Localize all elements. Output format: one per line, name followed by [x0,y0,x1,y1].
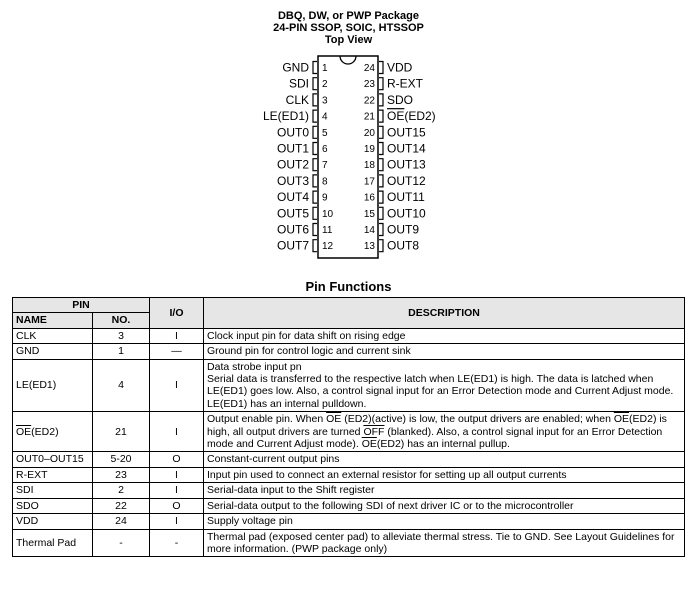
table-row [13,412,685,452]
pin-description-cell [204,514,685,529]
pin-label: OUT3 [276,173,309,188]
pin-number: 24 [363,63,375,74]
pin-number-cell: 1 [93,344,150,359]
pin-number: 17 [363,176,375,188]
pin-lead [379,62,383,74]
header-name: NAME [13,313,93,328]
pin-name-cell: SDO [13,498,93,513]
pin-right-22 [364,93,413,107]
pin-number-cell: 2 [93,483,150,498]
table-row [13,328,685,343]
pin-number: 14 [363,225,375,236]
table-row [13,529,685,557]
pin-lead [313,94,317,106]
pin-lead [313,126,317,138]
pin-right-17 [364,174,426,188]
pin-number: 20 [363,127,375,139]
description-line: Data strobe input pn [207,360,302,373]
pin-lead [313,191,317,203]
pin-name-cell: VDD [13,514,93,529]
pin-right-15 [364,206,426,220]
pin-description-cell [204,483,685,498]
pin-number-cell: 5-20 [93,452,150,467]
pin-label: OUT8 [387,238,420,253]
pin-label: OUT14 [387,141,426,156]
pin-functions-title: Pin Functions [305,279,392,294]
pinout-diagram [0,0,697,270]
package-title-line-1: DBQ, DW, or PWP Package [277,10,419,22]
pin-right-21 [364,109,436,123]
pin-right-19 [364,142,426,156]
pin-number: 4 [322,111,328,123]
pin-name-cell: R-EXT [13,467,93,482]
pin-description-cell [204,328,685,343]
description-line: Supply voltage pin [207,515,293,528]
pin-io-cell: I [150,328,204,343]
pin-name-cell: Thermal Pad [13,529,93,557]
pin-label: OUT10 [387,206,426,221]
pin-right-20 [364,125,426,139]
pin-number: 22 [363,95,375,107]
pin-description-cell [204,452,685,467]
pin-io-cell: I [150,483,204,498]
description-line: Serial-data output to the following SDI of next driver IC or to the microcontroller [207,499,574,512]
pin-number: 1 [322,63,328,74]
pin-lead [379,110,383,122]
pin-left-12 [277,239,334,253]
pin-right-16 [364,190,425,204]
pin-lead [379,207,383,219]
pin-lead [379,175,383,187]
table-row [13,514,685,529]
pin-label: OUT9 [387,222,420,237]
pin-number-cell: 24 [93,514,150,529]
table-row [13,498,685,513]
pin-left-3 [286,93,328,107]
pin-label: OUT2 [276,157,309,172]
header-description: DESCRIPTION [204,298,685,329]
pin-left-2 [289,77,328,91]
header-pin: PIN [13,298,150,313]
pin-description-cell [204,412,685,452]
pin-left-11 [277,223,333,237]
pin-lead [379,94,383,106]
pin-number: 13 [363,241,375,253]
pin-lead [379,143,383,155]
pin-number-cell: 23 [93,467,150,482]
pin-description-cell [204,344,685,359]
table-row [13,359,685,412]
pin-description-cell [204,529,685,557]
pin-label: VDD [387,60,413,75]
pin-lead [313,240,317,252]
pin-label: OUT15 [387,125,426,140]
pin-functions-table [12,297,685,557]
pin-lead [313,143,317,155]
pin-label: OUT11 [387,190,425,205]
pin-description-cell [204,467,685,482]
pin-label: OUT4 [276,190,309,205]
package-title-line-2: 24-PIN SSOP, SOIC, HTSSOP [273,22,424,34]
pin-right-18 [364,158,426,172]
pin-label: OUT1 [276,141,309,156]
pin-number-cell: 22 [93,498,150,513]
pin-left-10 [277,206,334,220]
pin-name-cell: $\overline{OE}(ED2)$ [13,412,93,452]
pin-lead [313,175,317,187]
pin-io-cell: I [150,467,204,482]
pin-label: CLK [285,92,309,107]
pin-io-cell: I [150,359,204,412]
pin-io-cell: I [150,514,204,529]
description-line: Serial-data input to the Shift register [207,484,375,497]
pin-number: 3 [322,95,328,107]
pin-name-cell: OUT0–OUT15 [13,452,93,467]
pin-label: LE(ED1) [262,109,309,124]
package-title-line-3: Top View [324,34,373,46]
pin-name-cell: CLK [13,328,93,343]
pin-io-cell: - [150,529,204,557]
pin-label: OUT13 [387,157,426,172]
pin-io-cell: O [150,498,204,513]
pin-label: OUT12 [387,173,426,188]
pin-lead [379,126,383,138]
pin-description-cell [204,498,685,513]
pin-lead [379,159,383,171]
pin-number: 23 [363,79,375,91]
pin-lead [313,207,317,219]
pin-right-14 [364,223,419,237]
pin-number: 2 [322,79,328,91]
table-row [13,452,685,467]
pin-number: 9 [322,192,328,204]
pin-label: SDI [288,76,309,91]
pin-number-cell: 4 [93,359,150,412]
pin-lead [313,110,317,122]
description-line: Thermal pad (exposed center pad) to alleviate thermal stress. Tie to GND. See Layout Guidelines for more information. (PWP package only) [207,530,675,555]
description-line: Serial data is transferred to the respective latch when LE(ED1) is high. The data is latched when LE(ED1) goes low. Also, a control signal input for an Error Detection mode and Current Adjust mode. LE(ED1) has an internal pulldown. [207,373,674,410]
description-line: Clock input pin for data shift on rising edge [207,329,406,342]
pin-left-1 [282,61,328,75]
pin-number: 5 [322,127,328,139]
pin-label: OUT6 [276,222,309,237]
pin-lead [379,191,383,203]
pin-number-cell: 21 [93,412,150,452]
pin-label: SDO [387,92,414,107]
pin-io-cell: — [150,344,204,359]
pin-io-cell: I [150,412,204,452]
description-line: Constant-current output pins [207,453,340,466]
pin-lead [379,78,383,90]
pin-number: 8 [322,176,328,188]
pin-right-23 [364,77,424,91]
pin-number: 19 [363,144,375,155]
pin-name-cell: SDI [13,483,93,498]
pin-number-cell: - [93,529,150,557]
description-line: Input pin used to connect an external resistor for setting up all output currents [207,468,567,481]
pin-label: OUT7 [276,238,309,253]
pin-lead [313,78,317,90]
pin-number: 10 [322,208,334,220]
header-no: NO. [93,313,150,328]
pin-number: 16 [363,192,375,204]
pin-number: 6 [322,144,328,155]
pin-number-cell: 3 [93,328,150,343]
description-line: Output enable pin. When $\overline{OE}$ (ED2)(active) is low, the output drivers are enabled; when $\overline{OE}(ED2)$ is high, all output drivers are turned $\overline{OFF}$ (blanked). Also, a control signal input for an Error Detection mode and Current Adjust mode). $\overline{OE}(ED2)$ has an internal pullup. [207,413,667,451]
pin-number: 21 [363,111,375,123]
pin-label: OE(ED2) [387,109,436,124]
table-row [13,344,685,359]
header-io: I/O [150,298,204,329]
pin-right-13 [364,239,419,253]
pin-right-24 [364,61,413,75]
pin-io-cell: O [150,452,204,467]
pin-label: OUT5 [276,206,309,221]
pin-name-cell: GND [13,344,93,359]
pin-lead [379,240,383,252]
pin-number: 18 [363,160,375,172]
pin-label: R-EXT [387,76,423,91]
pin-lead [379,224,383,236]
pin-description-cell [204,359,685,412]
pin-label: GND [282,60,309,75]
description-line: Ground pin for control logic and current sink [207,345,411,358]
pin-name-cell: LE(ED1) [13,359,93,412]
pin-number: 11 [322,225,333,236]
pin-lead [313,62,317,74]
pin-label: OUT0 [276,125,309,140]
pin-number: 7 [322,160,328,172]
table-row [13,483,685,498]
pin-lead [313,159,317,171]
pin-lead [313,224,317,236]
table-row [13,467,685,482]
pin-number: 12 [322,241,334,253]
pin-number: 15 [363,208,375,220]
